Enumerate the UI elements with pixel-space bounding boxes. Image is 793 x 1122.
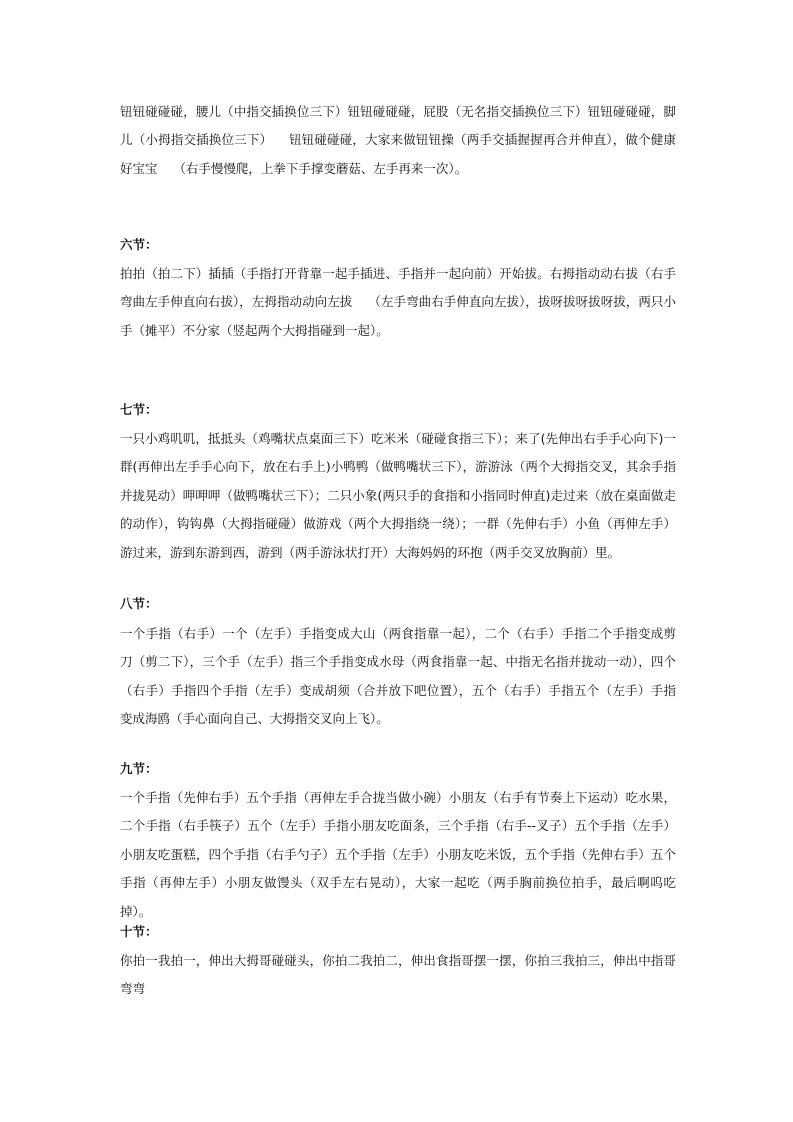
section-heading-9: 九节： bbox=[120, 761, 158, 776]
section-body-10: 你拍一我拍一，伸出大拇哥碰碰头，你拍二我拍二，伸出食指哥摆一摆，你拍三我拍三，伸出中指哥弯弯 bbox=[120, 953, 676, 997]
section-heading-10: 十节： bbox=[120, 924, 158, 939]
section-body-7: 一只小鸡叽叽，抵抵头（鸡嘴状点桌面三下）吃米米（碰碰食指三下）；来了(先伸出右手手心向下)一群(再伸出左手手心向下，放在右手上)小鸭鸭（做鸭嘴状三下），游游泳（两个大拇指交叉，其余手指并拢晃动）呷呷呷（做鸭嘴状三下）；二只小象(两只手的食指和小指同时伸直)走过来（放在桌面做走的动作），钩钩鼻（大拇指碰碰）做游戏（两个大拇指绕一绕）；一群（先伸右手）小鱼（再伸左手）游过来，游到东游到西，游到（两手游泳状打开）大海妈妈的环抱（两手交叉放胸前）里。 bbox=[120, 431, 676, 560]
section-body-6: 拍拍（拍二下）插插（手指打开背靠一起手插进、手指并一起向前）开始拔。右拇指动动右拔（右手弯曲左手伸直向右拔），左拇指动动向左拔 （左手弯曲右手伸直向左拔），拔呀拔呀拔呀拔，两只小手（摊平）不分家（竖起两个大拇指碰到一起）。 bbox=[120, 266, 676, 338]
section-body-8: 一个手指（右手）一个（左手）手指变成大山（两食指靠一起），二个（右手）手指二个手指变成剪刀（剪二下），三个手（左手）指三个手指变成水母（两食指靠一起、中指无名指并拢动一动），四个（右手）手指四个手指（左手）变成胡须（合并放下吧位置），五个（右手）手指五个（左手）手指变成海鸥（手心面向自己、大拇指交叉向上飞）。 bbox=[120, 626, 676, 727]
section-body-9: 一个手指（先伸右手）五个手指（再伸左手合拢当做小碗）小朋友（右手有节奏上下运动）吃水果，二个手指（右手筷子）五个（左手）手指小朋友吃面条，三个手指（右手--叉子）五个手指（左手）小朋友吃蛋糕，四个手指（右手勺子）五个手指（左手）小朋友吃米饭，五个手指（先伸右手）五个手指（再伸左手）小朋友做馒头（双手左右晃动），大家一起吃（两手胸前换位拍手，最后啊呜吃掉）。 bbox=[120, 790, 676, 919]
section-heading-8: 八节： bbox=[120, 596, 158, 611]
section-heading-6: 六节： bbox=[120, 237, 158, 252]
section-heading-7: 七节： bbox=[120, 402, 158, 417]
intro-paragraph: 钮钮碰碰碰，腰儿（中指交插换位三下）钮钮碰碰碰，屁股（无名指交插换位三下）钮钮碰碰碰，脚儿（小拇指交插换位三下） 钮钮碰碰碰，大家来做钮钮操（两手交插握握再合并伸直），做个健康好宝宝 （右手慢慢爬，上拳下手撑变蘑菇、左手再来一次）。 bbox=[120, 104, 676, 176]
